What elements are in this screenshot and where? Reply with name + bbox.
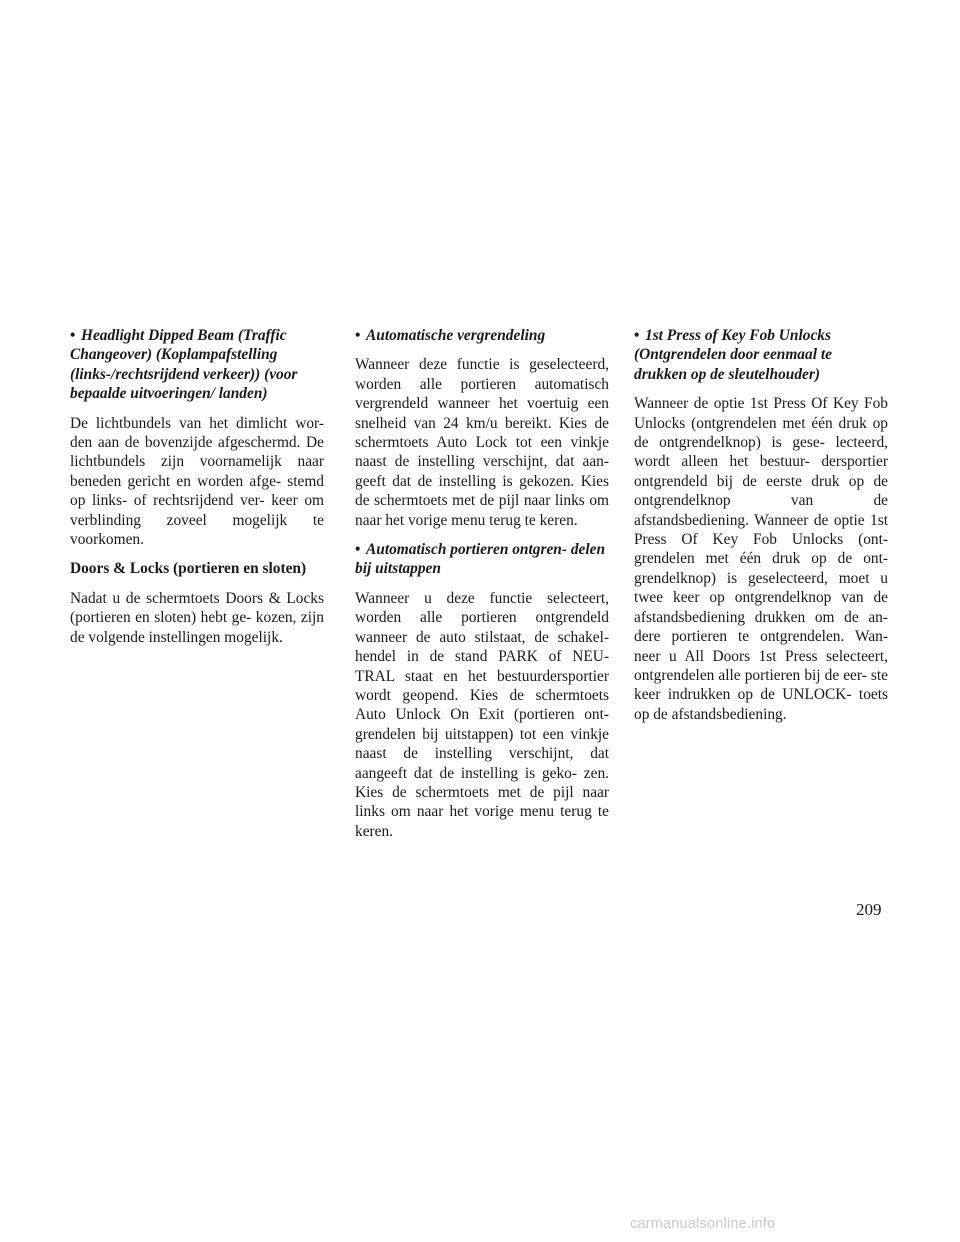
key-fob-unlocks-paragraph: Wanneer de optie 1st Press Of Key Fob Unlocks (ontgrendelen met één druk op de ontgrendelknop) is gese- lecteerd, wordt alleen het bestuur- dersportier ontgrendeld bij de eerste druk op de ontgrendelknop van de afstandsbediening. Wanneer de optie 1st Press Of Key Fob Unlocks (ont- grendelen met één druk op de ont- grendelknop) is geselecteerd, moet u twee keer op ontgrendelknop van de afstandsbediening drukken om de an- dere portieren te ontgrendelen. Wan- neer u All Doors 1st Press selecteert, ontgrendelen alle portieren bij de eer- ste keer indrukken op de UNLOCK- toets op de afstandsbediening.: [634, 395, 888, 723]
auto-lock-heading: [355, 326, 609, 345]
auto-lock-heading-text: Automatische vergrendeling: [366, 327, 546, 344]
headlight-dipped-beam-heading: [70, 326, 324, 404]
auto-unlock-heading-text: Automatisch portieren ontgren- delen bij uitstappen: [355, 541, 606, 578]
watermark: carmanualsonline.info: [630, 1216, 776, 1232]
auto-unlock-paragraph: Wanneer u deze functie selecteert, worden alle portieren ontgrendeld wanneer de auto stilstaat, de schakel- hendel in de stand PARK of NEU- TRAL staat en het bestuurdersportier wordt geopend. Kies de schermtoets Auto Unlock On Exit (portieren ont- grendelen bij uitstappen) tot een vinkje naast de instelling verschijnt, dat aangeeft dat de instelling is geko- zen. Kies de schermtoets met de pijl naar links om naar het vorige menu terug te keren.: [355, 589, 609, 840]
column-middle: [355, 326, 609, 851]
key-fob-unlocks-heading-text: 1st Press of Key Fob Unlocks (Ontgrendelen door eenmaal te drukken op de sleutelhouder): [634, 327, 832, 383]
headlight-dipped-beam-paragraph: De lichtbundels van het dimlicht wor- den aan de bovenzijde afgeschermd. De lichtbundels zijn voornamelijk naar beneden gericht en worden afge- stemd op links- of rechtsrijdend ver- keer om verblinding zoveel mogelijk te voorkomen.: [70, 414, 324, 549]
auto-unlock-heading: [355, 540, 609, 579]
headlight-dipped-beam-heading-text: Headlight Dipped Beam (Traffic Changeover) (Koplampafstelling (links-/rechtsrijdend verkeer)) (voor bepaalde uitvoeringen/ landen): [70, 327, 298, 403]
column-left: [70, 326, 324, 657]
column-right: [634, 326, 888, 734]
auto-lock-paragraph: Wanneer deze functie is geselecteerd, worden alle portieren automatisch vergrendeld wanneer het voertuig een snelheid van 24 km/u bereikt. Kies de schermtoets Auto Lock tot een vinkje naast de instelling verschijnt, dat aan- geeft dat de instelling is gekozen. Kies de schermtoets met de pijl naar links om naar het vorige menu terug te keren.: [355, 356, 609, 529]
bullet-icon: •: [355, 541, 361, 559]
key-fob-unlocks-heading: [634, 326, 888, 384]
bullet-icon: •: [70, 327, 76, 344]
bullet-icon: •: [634, 327, 640, 344]
doors-locks-paragraph: Nadat u de schermtoets Doors & Locks (portieren en sloten) hebt ge- kozen, zijn de volgende instellingen mogelijk.: [70, 589, 324, 646]
page-number: 209: [856, 900, 882, 919]
doors-locks-heading: Doors & Locks (portieren en sloten): [70, 560, 307, 578]
bullet-icon: •: [355, 327, 361, 344]
